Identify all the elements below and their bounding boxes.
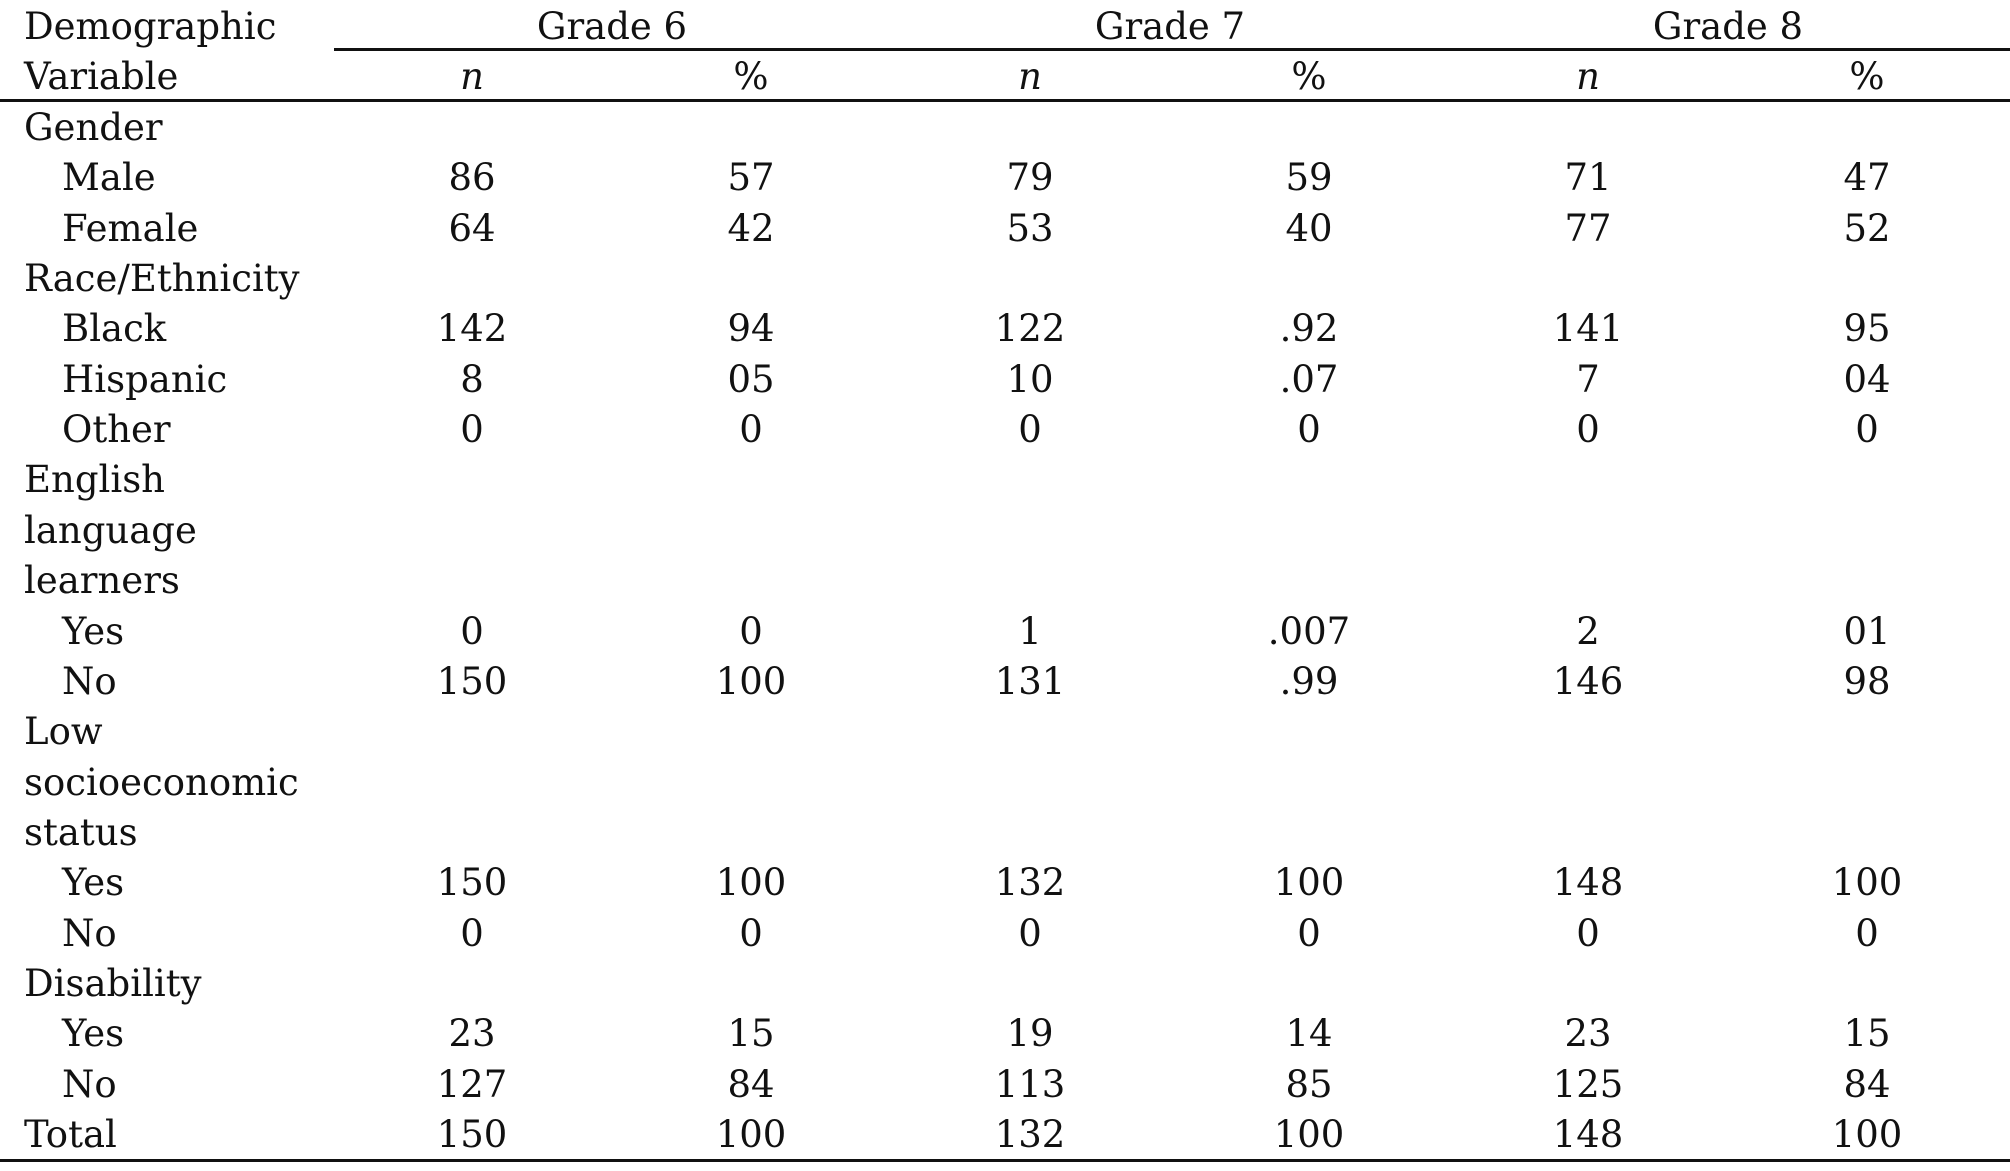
subheader-grade-8-pct: %	[1849, 55, 1885, 98]
cell-grade-8-n: 146	[1552, 660, 1624, 703]
cell-grade-8-n: 0	[1576, 912, 1600, 955]
cell-grade-6-pct: 42	[727, 207, 775, 250]
row-label: status	[24, 811, 138, 854]
cell-grade-7-pct: 59	[1285, 156, 1333, 199]
cell-grade-8-n: 0	[1576, 408, 1600, 451]
cell-grade-7-pct: 14	[1285, 1012, 1333, 1055]
cell-grade-6-pct: 05	[727, 358, 775, 401]
cell-grade-6-pct: 84	[727, 1063, 775, 1106]
cell-grade-7-n: 131	[994, 660, 1066, 703]
cell-grade-8-pct: 04	[1843, 358, 1891, 401]
cell-grade-6-n: 0	[460, 912, 484, 955]
cell-grade-6-n: 8	[460, 358, 484, 401]
group-header-grade-8: Grade 8	[1652, 5, 1804, 48]
row-label: Low	[24, 710, 103, 753]
cell-grade-8-n: 148	[1552, 861, 1624, 904]
cell-grade-7-pct: .99	[1279, 660, 1339, 703]
cell-grade-7-pct: 85	[1285, 1063, 1333, 1106]
cell-grade-7-pct: 0	[1297, 408, 1321, 451]
cell-grade-7-n: 53	[1006, 207, 1054, 250]
cell-grade-8-pct: 100	[1831, 1113, 1903, 1156]
table-bottom-rule	[0, 1159, 2010, 1162]
group-header-grade-6: Grade 6	[536, 5, 688, 48]
cell-grade-6-n: 150	[436, 861, 508, 904]
cell-grade-6-n: 86	[448, 156, 496, 199]
subheader-grade-8-n: n	[1576, 55, 1600, 98]
group-header-grade-7: Grade 7	[1094, 5, 1246, 48]
cell-grade-7-n: 122	[994, 307, 1066, 350]
cell-grade-8-n: 77	[1564, 207, 1612, 250]
subheader-grade-7-pct: %	[1291, 55, 1327, 98]
header-bottom-rule	[0, 99, 2010, 102]
cell-grade-7-pct: 100	[1273, 861, 1345, 904]
cell-grade-8-n: 71	[1564, 156, 1612, 199]
cell-grade-8-pct: 100	[1831, 861, 1903, 904]
cell-grade-7-n: 1	[1018, 610, 1042, 653]
row-label: Yes	[62, 1012, 125, 1055]
cell-grade-7-n: 132	[994, 861, 1066, 904]
cell-grade-6-pct: 57	[727, 156, 775, 199]
cell-grade-6-n: 142	[436, 307, 508, 350]
cell-grade-7-n: 0	[1018, 408, 1042, 451]
cell-grade-6-pct: 0	[739, 408, 763, 451]
cell-grade-7-n: 113	[994, 1063, 1066, 1106]
cell-grade-6-n: 23	[448, 1012, 496, 1055]
cell-grade-7-n: 79	[1006, 156, 1054, 199]
row-label: No	[62, 660, 117, 703]
cell-grade-8-pct: 15	[1843, 1012, 1891, 1055]
cell-grade-8-pct: 52	[1843, 207, 1891, 250]
row-label: Total	[24, 1113, 117, 1156]
cell-grade-8-pct: 95	[1843, 307, 1891, 350]
cell-grade-8-pct: 0	[1855, 912, 1879, 955]
row-label: Hispanic	[62, 358, 228, 401]
cell-grade-7-n: 0	[1018, 912, 1042, 955]
cell-grade-7-n: 132	[994, 1113, 1066, 1156]
cell-grade-7-n: 10	[1006, 358, 1054, 401]
cell-grade-7-pct: .07	[1279, 358, 1339, 401]
row-label: learners	[24, 559, 180, 602]
cell-grade-6-pct: 15	[727, 1012, 775, 1055]
cell-grade-6-n: 64	[448, 207, 496, 250]
row-label: Yes	[62, 610, 125, 653]
row-label: Disability	[24, 962, 202, 1005]
cell-grade-8-pct: 98	[1843, 660, 1891, 703]
row-label: English	[24, 458, 166, 501]
cell-grade-6-pct: 94	[727, 307, 775, 350]
cell-grade-6-pct: 100	[715, 861, 787, 904]
cell-grade-6-n: 150	[436, 660, 508, 703]
cell-grade-7-pct: 40	[1285, 207, 1333, 250]
header-title-line2: Variable	[24, 55, 179, 98]
cell-grade-8-n: 7	[1576, 358, 1600, 401]
cell-grade-6-n: 127	[436, 1063, 508, 1106]
cell-grade-8-n: 125	[1552, 1063, 1624, 1106]
cell-grade-7-pct: 0	[1297, 912, 1321, 955]
group-header-rule	[334, 48, 2010, 51]
subheader-grade-6-n: n	[460, 55, 484, 98]
cell-grade-8-n: 141	[1552, 307, 1624, 350]
cell-grade-6-pct: 0	[739, 610, 763, 653]
row-label: No	[62, 1063, 117, 1106]
cell-grade-8-n: 148	[1552, 1113, 1624, 1156]
cell-grade-8-pct: 0	[1855, 408, 1879, 451]
row-label: Gender	[24, 106, 163, 149]
cell-grade-8-pct: 01	[1843, 610, 1891, 653]
cell-grade-7-pct: 100	[1273, 1113, 1345, 1156]
cell-grade-7-pct: .92	[1279, 307, 1339, 350]
cell-grade-6-n: 0	[460, 408, 484, 451]
subheader-grade-7-n: n	[1018, 55, 1042, 98]
cell-grade-6-pct: 100	[715, 660, 787, 703]
cell-grade-8-n: 2	[1576, 610, 1600, 653]
cell-grade-8-pct: 47	[1843, 156, 1891, 199]
subheader-grade-6-pct: %	[733, 55, 769, 98]
cell-grade-6-pct: 0	[739, 912, 763, 955]
row-label: Female	[62, 207, 199, 250]
cell-grade-8-n: 23	[1564, 1012, 1612, 1055]
row-label: Yes	[62, 861, 125, 904]
row-label: No	[62, 912, 117, 955]
row-label: Race/Ethnicity	[24, 257, 300, 300]
row-label: Black	[62, 307, 167, 350]
row-label: socioeconomic	[24, 761, 299, 804]
cell-grade-8-pct: 84	[1843, 1063, 1891, 1106]
row-label: language	[24, 509, 197, 552]
cell-grade-6-pct: 100	[715, 1113, 787, 1156]
cell-grade-7-pct: .007	[1267, 610, 1351, 653]
cell-grade-7-n: 19	[1006, 1012, 1054, 1055]
header-title-line1: Demographic	[24, 5, 277, 48]
row-label: Male	[62, 156, 156, 199]
row-label: Other	[62, 408, 171, 451]
cell-grade-6-n: 0	[460, 610, 484, 653]
cell-grade-6-n: 150	[436, 1113, 508, 1156]
